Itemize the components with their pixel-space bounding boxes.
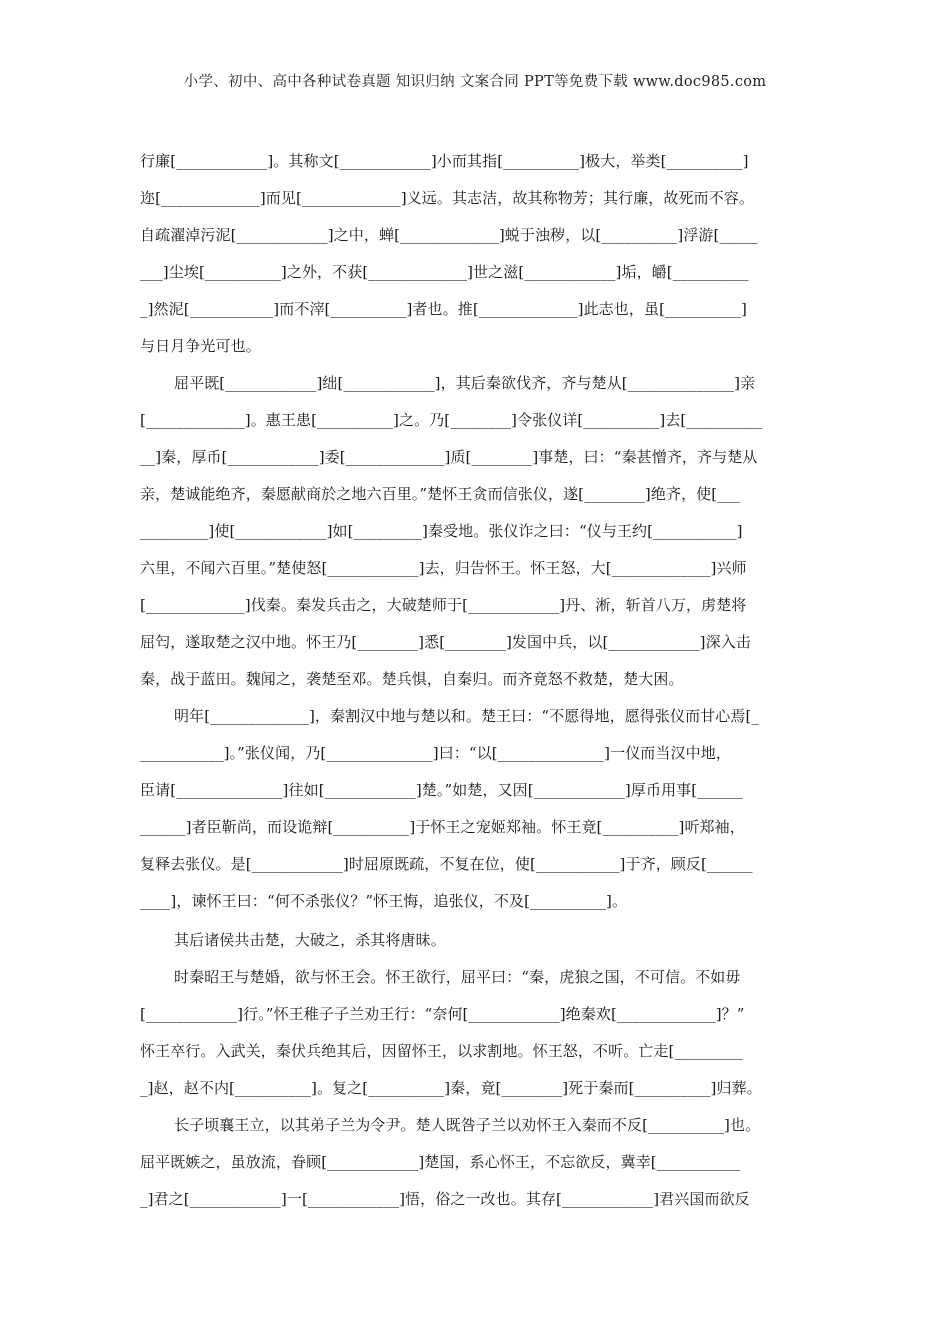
text-line: 与日月争光可也。 <box>140 337 261 355</box>
text-line: 迩[_____________]而见[_____________]义远。其志洁，故其称物芳；其行廉，故死而不容。 <box>140 189 755 207</box>
text-line: 怀王卒行。入武关，秦伏兵绝其后，因留怀王，以求割地。怀王怒，不听。亡走[_________ <box>140 1042 743 1060</box>
text-line: 臣请[______________]往如[____________]楚。”如楚，又因[____________]厚币用事[______ <box>140 781 743 799</box>
text-line: 亲，楚诚能绝齐，秦愿献商於之地六百里。”楚怀王贪而信张仪，遂[________]绝齐，使[___ <box>140 485 741 503</box>
page-header: 小学、初中、高中各种试卷真题 知识归纳 文案合同 PPT等免费下载 www.doc985.com <box>183 74 767 90</box>
text-line: ____]，谏怀王曰：“何不杀张仪？”怀王悔，追张仪，不及[__________]。 <box>140 892 628 910</box>
text-line: [____________]行。”怀王稚子子兰劝王行：“奈何[____________]绝秦欢[_____________]？” <box>140 1005 745 1023</box>
text-line: 屈平既嫉之，虽放流，眷顾[____________]楚国，系心怀王，不忘欲反，冀幸[___________ <box>140 1153 741 1171</box>
text-line: ___________]。”张仪闻，乃[______________]曰：“以[______________]一仪而当汉中地， <box>140 744 731 762</box>
paragraph-start-line: 时秦昭王与楚婚，欲与怀王会。怀王欲行，屈平曰：“秦，虎狼之国，不可信。不如毋 <box>174 968 741 986</box>
text-line: [_____________]。惠王患[__________]之。乃[________]令张仪详[__________]去[__________ <box>140 411 763 429</box>
text-line: _]君之[____________]一[____________]悟，俗之一改也。其存[____________]君兴国而欲反 <box>140 1190 750 1208</box>
text-line: 秦，战于蓝田。魏闻之，袭楚至邓。楚兵惧，自秦归。而齐竟怒不救楚，楚大困。 <box>140 670 684 688</box>
text-line: 自疏濯淖污泥[____________]之中，蝉[_____________]蜕于浊秽，以[__________]浮游[_____ <box>140 226 758 244</box>
text-line: _________]使[____________]如[_________]秦受地。张仪诈之曰：“仪与王约[___________] <box>140 522 743 540</box>
paragraph-start-line: 其后诸侯共击楚，大破之，杀其将唐昧。 <box>174 931 446 949</box>
paragraph-start-line: 屈平既[____________]绌[____________]，其后秦欲伐齐，齐与楚从[______________]亲 <box>174 374 756 392</box>
document-body <box>140 143 812 1218</box>
paragraph-start-line: 长子顷襄王立，以其弟子兰为令尹。楚人既咎子兰以劝怀王入秦而不反[__________]也。 <box>174 1116 761 1134</box>
text-line: 六里，不闻六百里。”楚使怒[____________]去，归告怀王。怀王怒，大[_____________]兴师 <box>140 559 747 577</box>
text-line: ___]尘埃[__________]之外，不获[_____________]世之滋[____________]垢，皭[__________ <box>140 263 749 281</box>
text-line: 行廉[____________]。其称文[____________]小而其指[__________]极大，举类[__________] <box>140 152 749 170</box>
text-line: 复释去张仪。是[____________]时屈原既疏，不复在位，使[___________]于齐，顾反[______ <box>140 855 753 873</box>
text-line: 屈匄，遂取楚之汉中地。怀王乃[________]悉[________]发国中兵，以[____________]深入击 <box>140 633 751 651</box>
paragraph-start-line: 明年[_____________]，秦割汉中地与楚以和。楚王曰：“不愿得地，愿得张仪而甘心焉[_ <box>174 707 760 725</box>
text-line: __]秦，厚币[____________]委[_____________]质[________]事楚，曰：“秦甚憎齐，齐与楚从 <box>140 448 758 466</box>
text-line: ______]者臣靳尚，而设诡辩[__________]于怀王之宠姬郑袖。怀王竟[__________]听郑袖， <box>140 818 745 836</box>
text-line: _]然泥[___________]而不滓[__________]者也。推[_____________]此志也，虽[__________] <box>140 300 747 318</box>
text-line: _]赵，赵不内[__________]。复之[__________]秦，竟[________]死于秦而[__________]归葬。 <box>140 1079 762 1097</box>
text-line: [_____________]伐秦。秦发兵击之，大破楚师于[____________]丹、淅，斩首八万，虏楚将 <box>140 596 747 614</box>
